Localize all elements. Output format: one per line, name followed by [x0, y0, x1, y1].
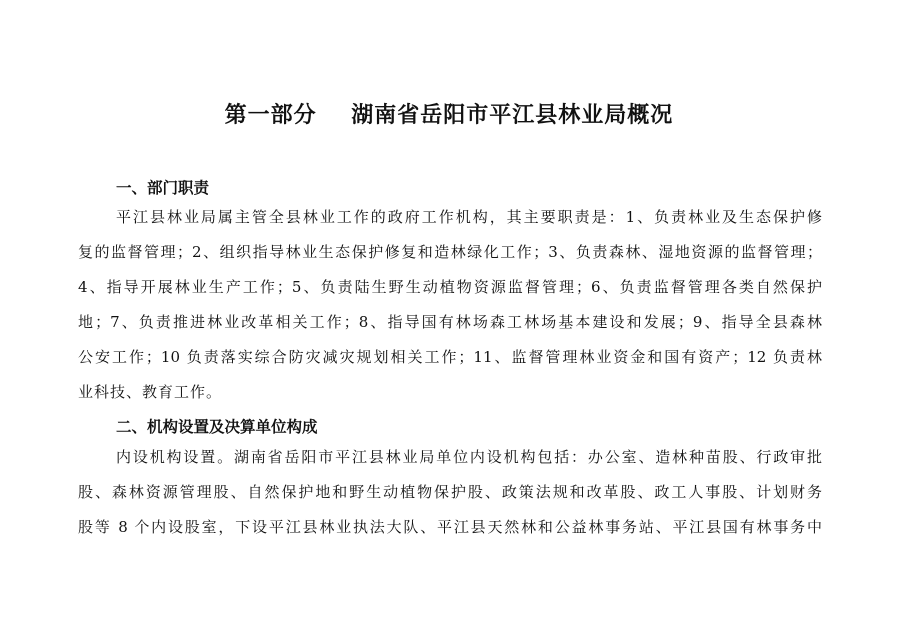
paragraph-line: 业科技、教育工作。 [78, 383, 223, 401]
paragraph-line: 股、森林资源管理股、自然保护地和野生动植物保护股、政策法规和改革股、政工人事股、计划财务 [78, 483, 822, 501]
section-heading-duties: 一、部门职责 [116, 179, 210, 197]
page-title: 第一部分 湖南省岳阳市平江县林业局概况 [224, 103, 674, 128]
paragraph-line: 地；7、负责推进林业改革相关工作；8、指导国有林场森工林场基本建设和发展；9、指导全县森林 [78, 313, 822, 331]
paragraph-line: 平江县林业局属主管全县林业工作的政府工作机构，其主要职责是：1、负责林业及生态保护修 [116, 208, 822, 226]
section-heading-structure: 二、机构设置及决算单位构成 [116, 418, 318, 436]
paragraph-line: 内设机构设置。湖南省岳阳市平江县林业局单位内设机构包括：办公室、造林种苗股、行政审批 [116, 448, 822, 466]
paragraph-line: 公安工作；10 负责落实综合防灾减灾规划相关工作；11、监督管理林业资金和国有资产；12 负责林 [78, 348, 822, 366]
paragraph-line: 股等 8 个内设股室，下设平江县林业执法大队、平江县天然林和公益林事务站、平江县国有林事务中 [78, 518, 822, 536]
paragraph-line: 复的监督管理；2、组织指导林业生态保护修复和造林绿化工作；3、负责森林、湿地资源的监督管理； [78, 243, 822, 261]
paragraph-line: 4、指导开展林业生产工作；5、负责陆生野生动植物资源监督管理；6、负责监督管理各类自然保护 [78, 278, 822, 296]
